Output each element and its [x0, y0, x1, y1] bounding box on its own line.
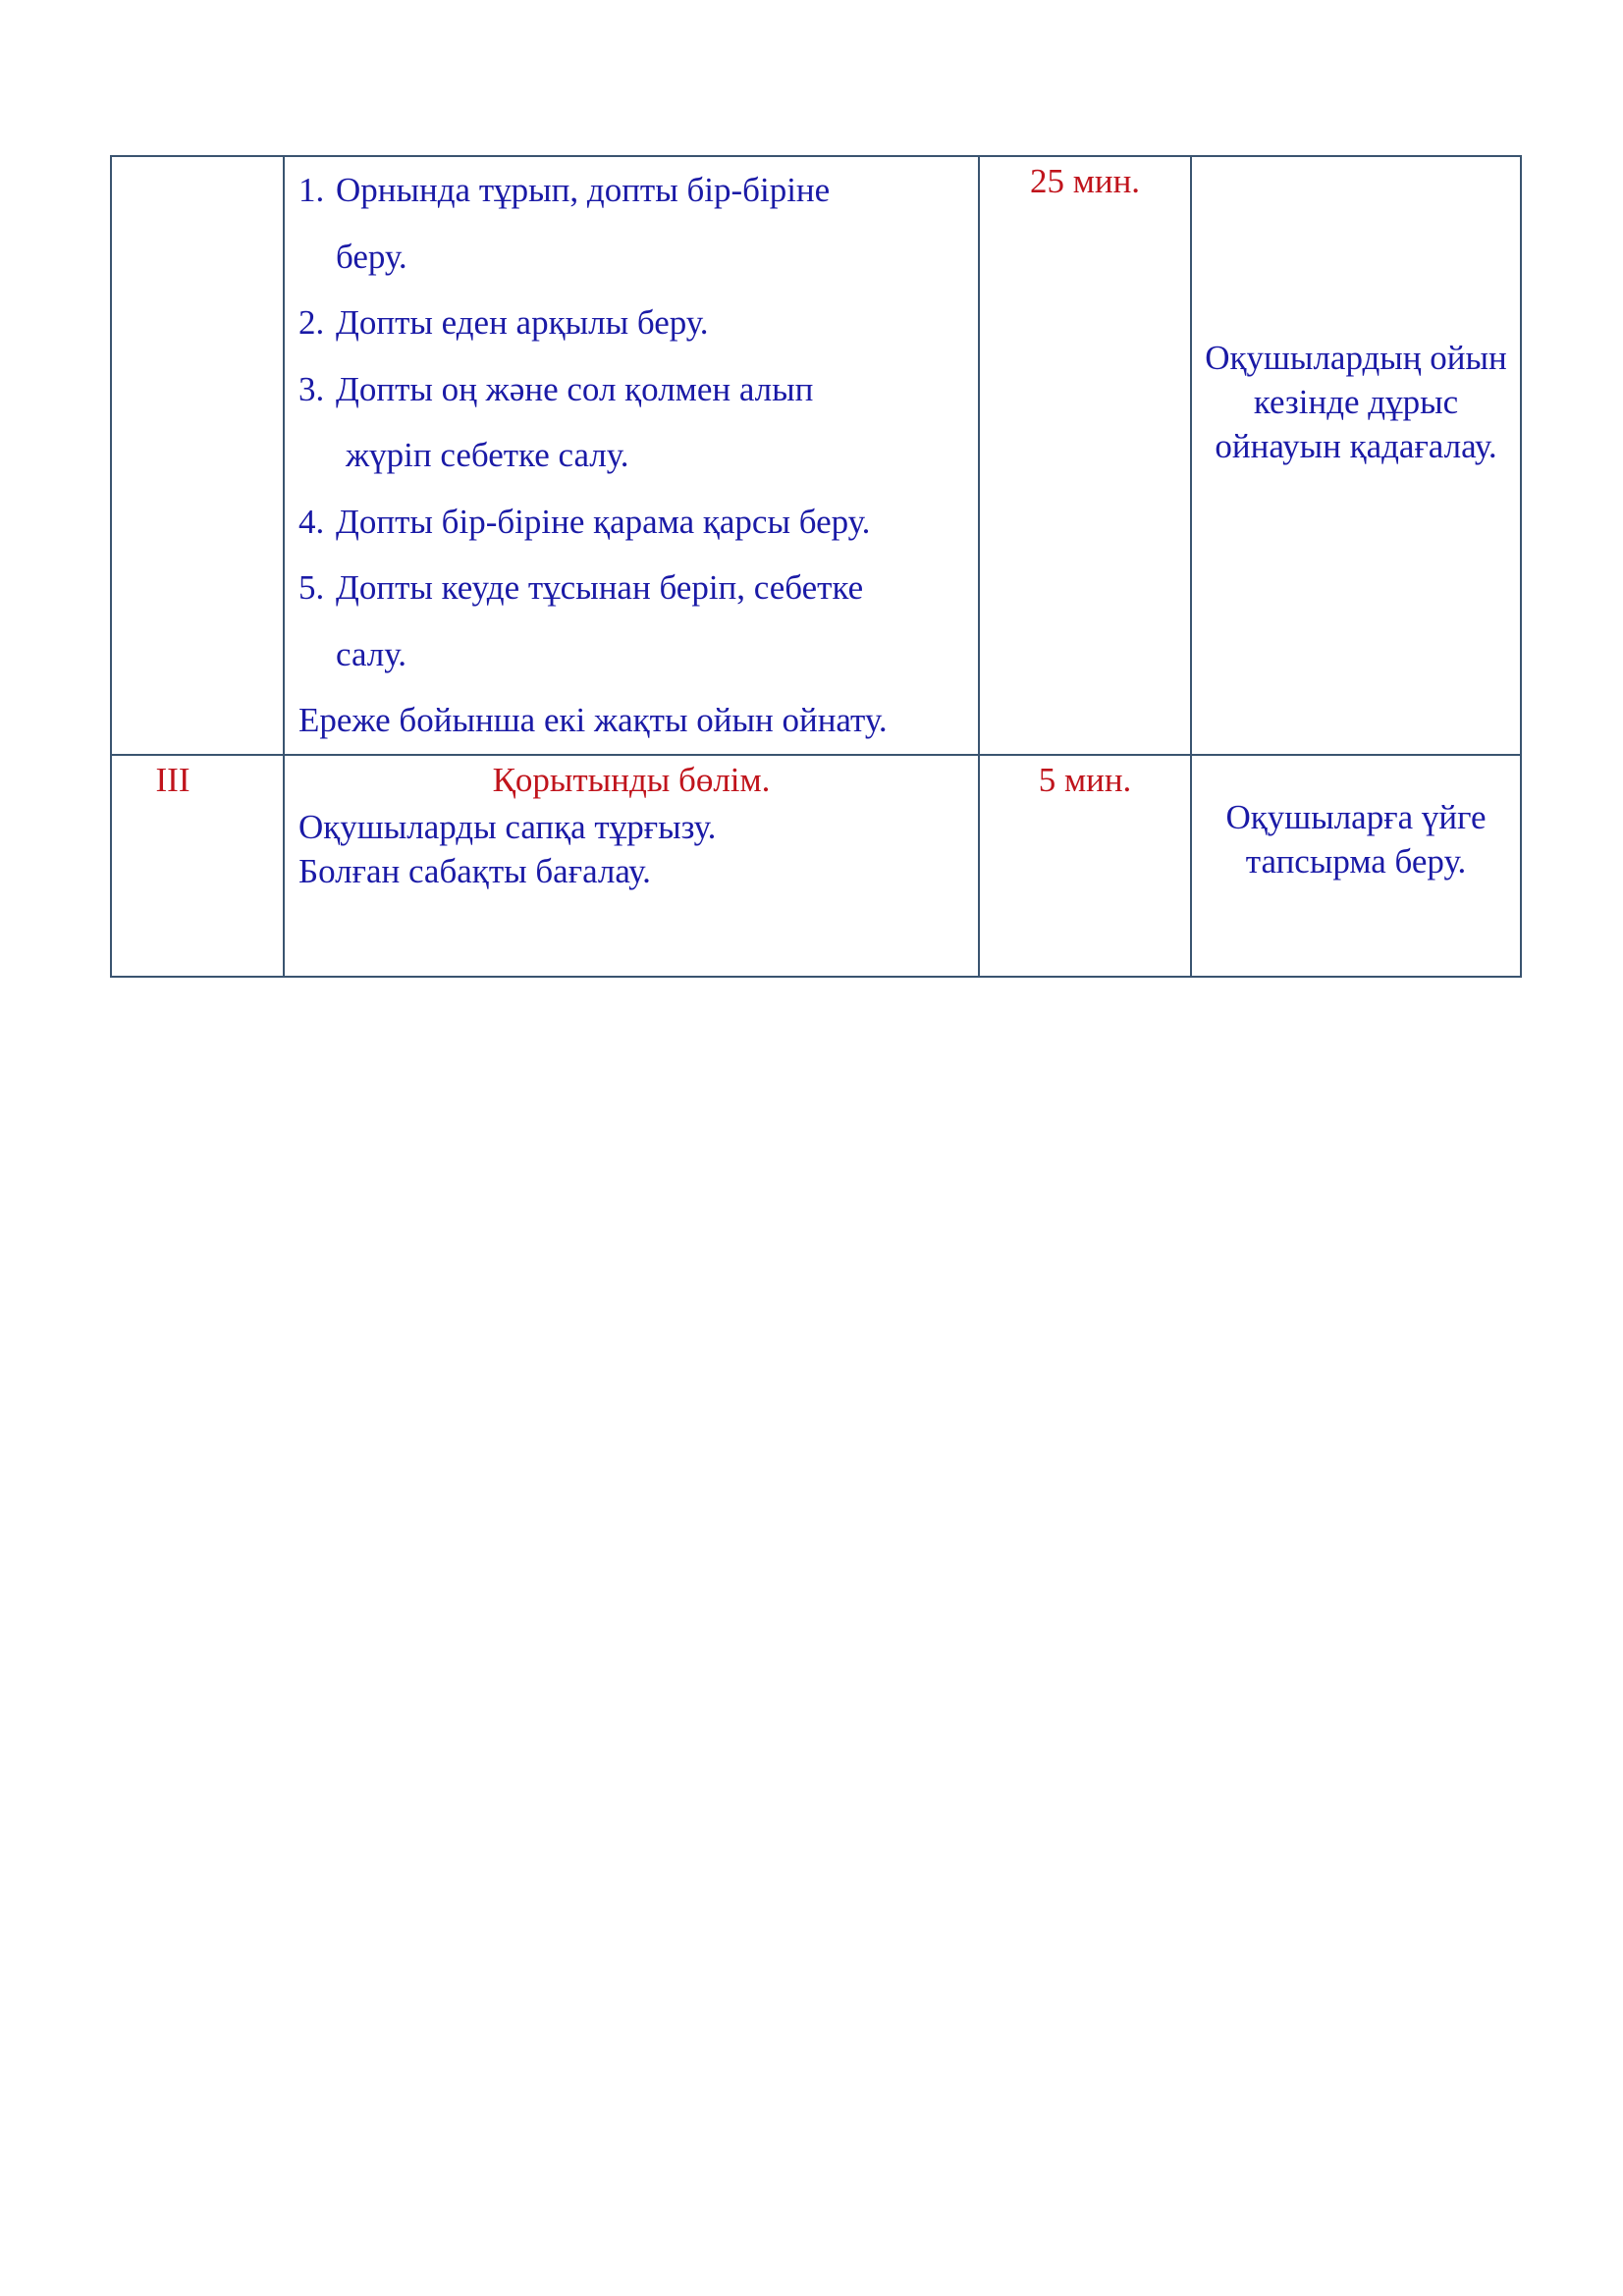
section-number: III: [155, 760, 190, 799]
table-row: [111, 156, 1521, 755]
table-row: [111, 755, 1521, 977]
section-title: Қорытынды бөлім.: [492, 760, 771, 799]
exercise-list: [285, 157, 978, 687]
section-cell: [111, 755, 284, 977]
time-cell: [979, 156, 1191, 755]
item-number: 5.: [298, 568, 325, 607]
duration: 5 мин.: [1038, 760, 1132, 799]
rule-text: Ереже бойынша екі жақты ойын ойнату.: [298, 701, 888, 739]
item-text-continued: беру.: [336, 237, 407, 276]
list-item: [298, 555, 978, 687]
list-item: [298, 157, 978, 290]
list-item: [298, 356, 978, 489]
lesson-plan-table: [110, 155, 1522, 978]
content-cell: [284, 156, 979, 755]
item-text-continued: жүріп себетке салу.: [346, 436, 629, 474]
teacher-note: Оқушыларға үйге тапсырма беру.: [1225, 797, 1487, 881]
item-text: Допты кеуде тұсынан беріп, себетке: [336, 568, 864, 607]
section-cell: [111, 156, 284, 755]
item-number: 3.: [298, 369, 325, 408]
teacher-note: Оқушылардың ойын кезінде дұрыс ойнауын қадағалау.: [1205, 339, 1507, 465]
item-text: Оқушыларды сапқа тұрғызу.: [298, 807, 717, 846]
item-text: Допты оң және сол қолмен алып: [336, 369, 814, 408]
item-number: 2.: [298, 303, 325, 342]
list-item: [298, 290, 978, 356]
item-text: Орнында тұрып, допты бір-біріне: [336, 171, 831, 209]
item-text: Допты еден арқылы беру.: [336, 303, 709, 342]
item-text-continued: салу.: [336, 634, 407, 673]
duration: 25 мин.: [1029, 162, 1141, 200]
item-number: 4.: [298, 502, 325, 541]
note-cell: [1191, 156, 1521, 755]
item-text: Допты бір-біріне қарама қарсы беру.: [336, 502, 871, 541]
list-item: [298, 489, 978, 556]
note-cell: [1191, 755, 1521, 977]
content-cell: [284, 755, 979, 977]
item-text: Болған сабақты бағалау.: [298, 851, 651, 890]
item-number: 1.: [298, 171, 325, 209]
time-cell: [979, 755, 1191, 977]
